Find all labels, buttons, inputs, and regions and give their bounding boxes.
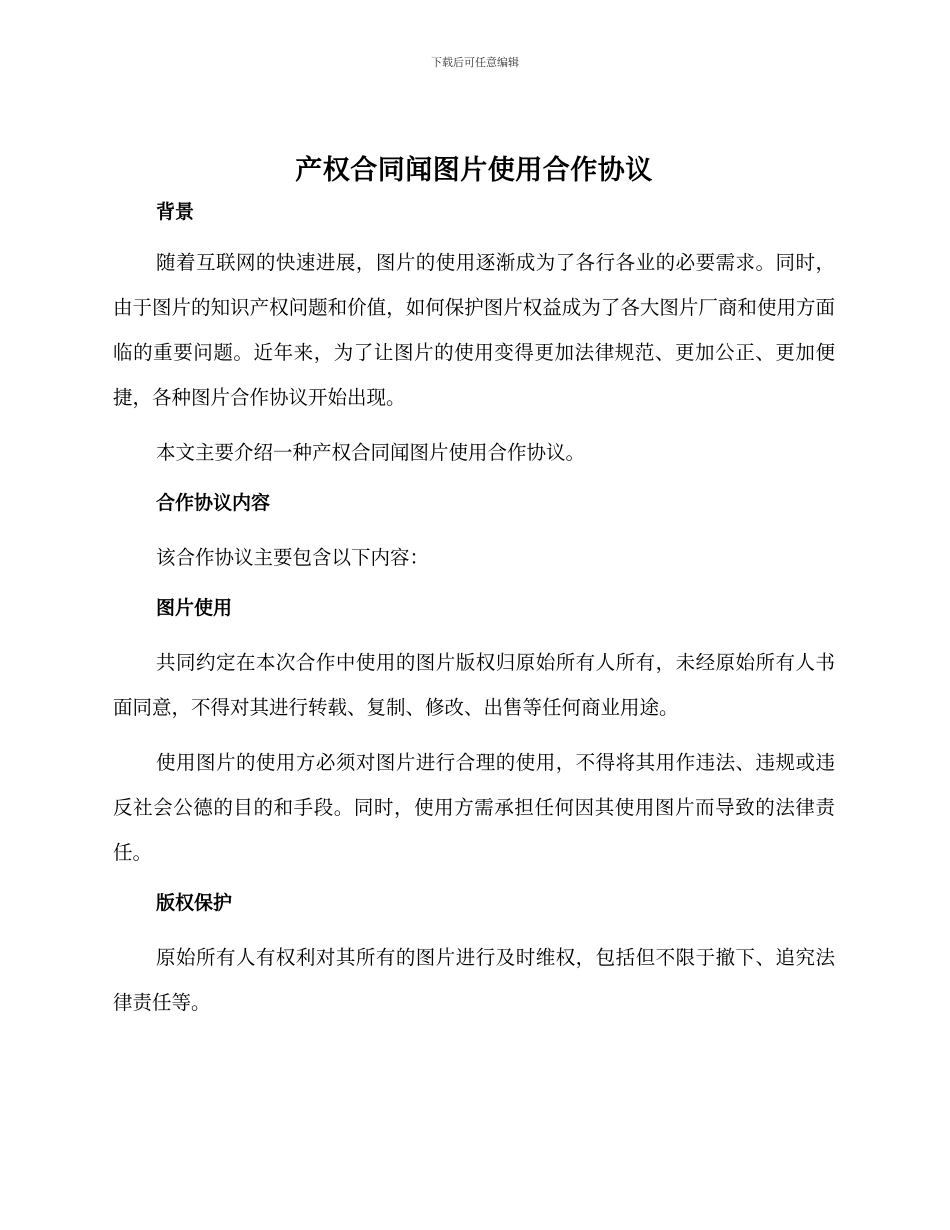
background-paragraph-2: 本文主要介绍一种产权合同闻图片使用合作协议。 xyxy=(156,441,586,464)
section-heading-image-usage: 图片使用 xyxy=(156,597,233,619)
image-usage-paragraph-2: 使用图片的使用方必须对图片进行合理的使用，不得将其用作违法、违规或违反社会公德的目的和手段。同时，使用方需承担任何因其使用图片而导致的法律责任。 xyxy=(113,751,835,864)
section-heading-agreement-content: 合作协议内容 xyxy=(156,492,271,514)
image-usage-paragraph-1: 共同约定在本次合作中使用的图片版权归原始所有人所有，未经原始所有人书面同意，不得对其进行转载、复制、修改、出售等任何商业用途。 xyxy=(113,651,835,719)
background-paragraph-1: 随着互联网的快速进展，图片的使用逐渐成为了各行各业的必要需求。同时，由于图片的知识产权问题和价值，如何保护图片权益成为了各大图片厂商和使用方面临的重要问题。近年来，为了让图片的使用变得更加法律规范、更加公正、更加便捷，各种图片合作协议开始出现。 xyxy=(113,251,835,409)
agreement-content-paragraph-1: 该合作协议主要包含以下内容： xyxy=(156,546,430,569)
document-body xyxy=(113,148,835,1025)
section-heading-copyright-protection: 版权保护 xyxy=(156,892,233,914)
copyright-protection-paragraph-1: 原始所有人有权利对其所有的图片进行及时维权，包括但不限于撤下、追究法律责任等。 xyxy=(113,946,835,1014)
header-note: 下载后可任意编辑 xyxy=(431,56,519,69)
section-heading-background: 背景 xyxy=(156,201,195,223)
document-title: 产权合同闻图片使用合作协议 xyxy=(295,155,653,186)
